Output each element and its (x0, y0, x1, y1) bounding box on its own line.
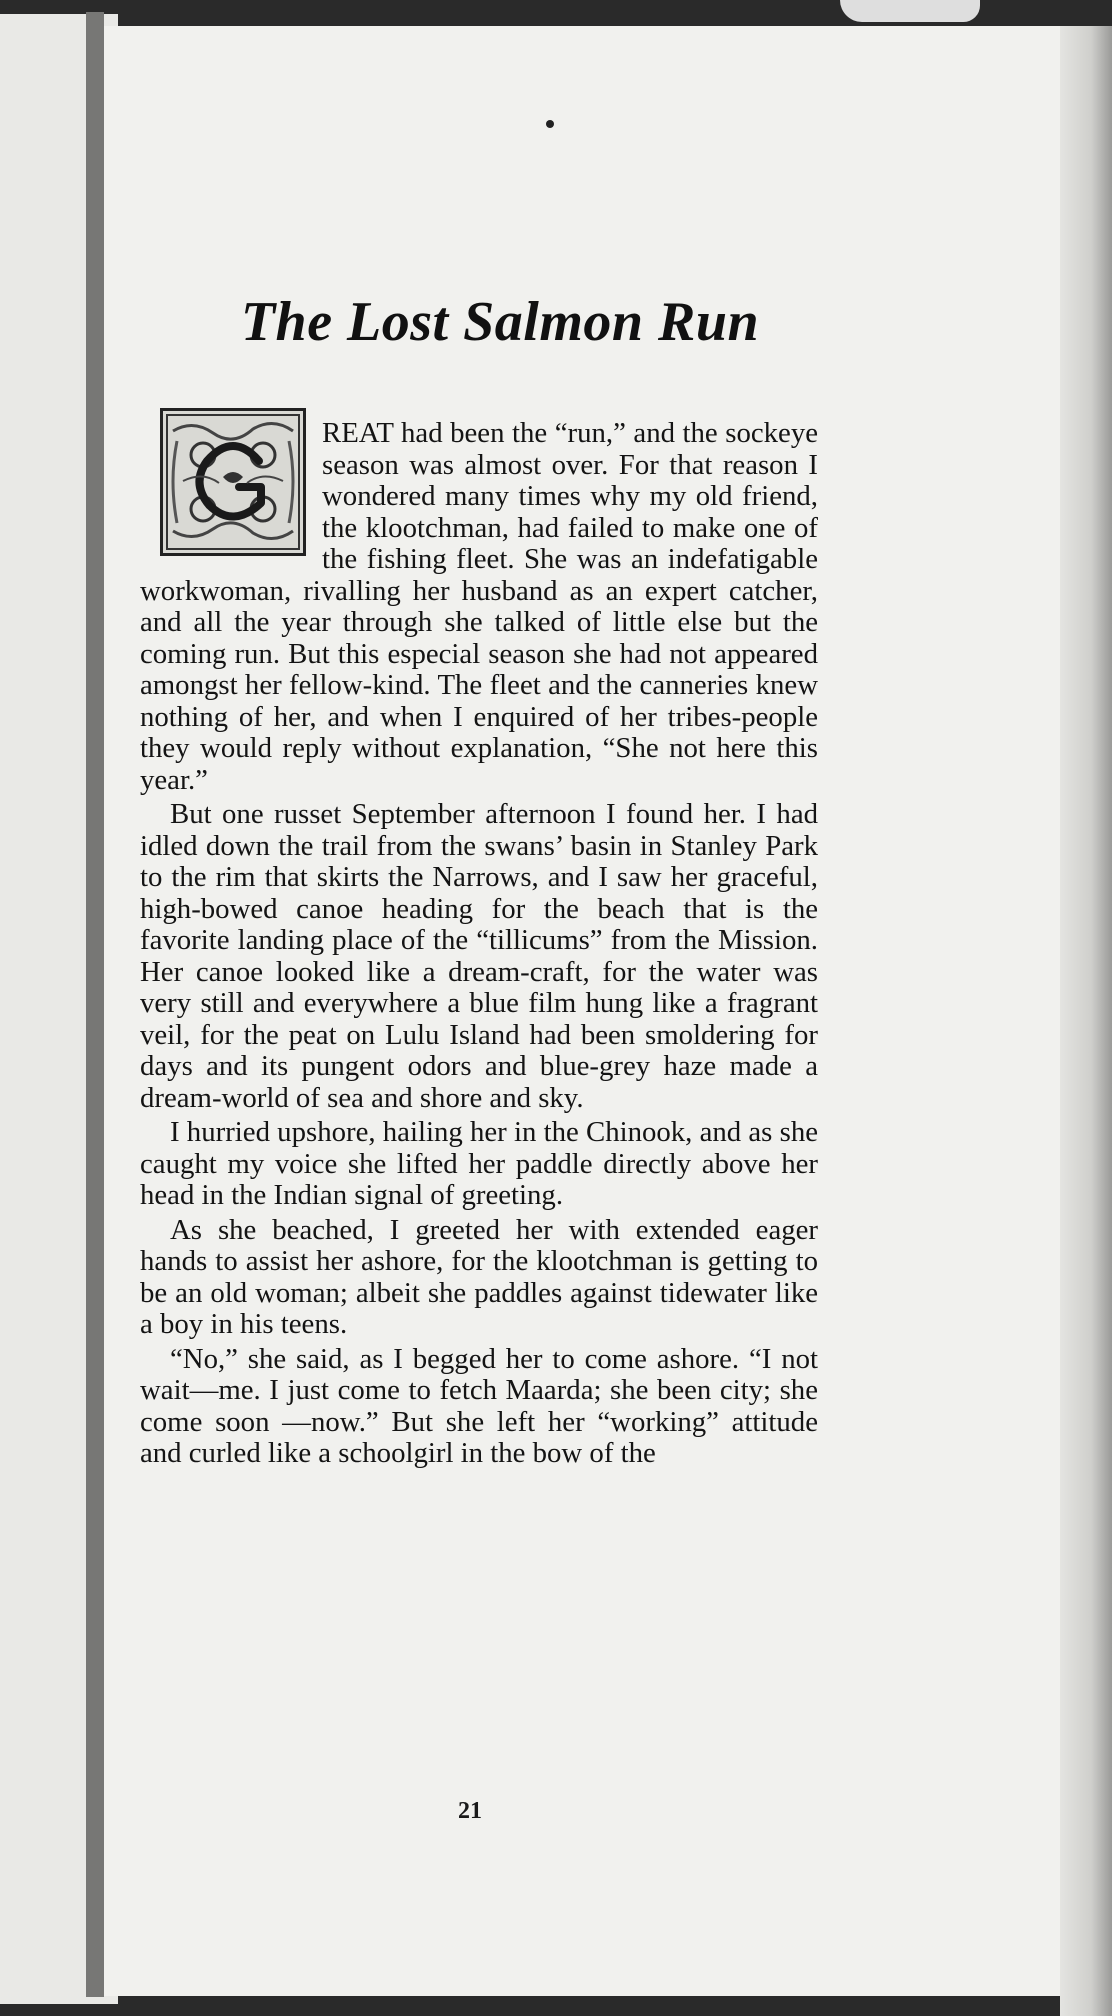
body-text (140, 418, 818, 1470)
page-stack-edge (1060, 26, 1112, 2016)
paragraph: But one russet September afternoon I found her. I had idled down the trail from the swans’ basin in Stanley Park to the rim that skirts the Narrows, and I saw her graceful, high-bowed canoe heading for the beach that is the favorite landing place of the “tillicums” from the Mission. Her canoe looked like a dream-craft, for the water was very still and everywhere a blue film hung like a fragrant veil, for the peat on Lulu Island had been smoldering for days and its pungent odors and blue-grey haze made a dream-world of sea and shore and sky. (140, 798, 818, 1114)
initial-space (140, 418, 322, 574)
ornament-dot (546, 120, 554, 128)
paper-scrap (840, 0, 980, 22)
paragraph (140, 418, 818, 796)
paragraph: I hurried upshore, hailing her in the Chinook, and as she caught my voice she lifted her paddle directly above her head in the Indian signal of greeting. (140, 1116, 818, 1211)
paragraph-text: REAT had been the “run,” and the sockeye season was almost over. For that reason I wondered many times why my old friend, the klootchman, had failed to make one of the fishing fleet. She was an indefatigable workwoman, rivalling her husband as an expert catcher, and all the year through she talked of little else but the coming run. But this especial season she had not appeared amongst her fellow-kind. The fleet and the canneries knew nothing of her, and when I enquired of her tribes-people they would reply without explanation, “She not here this year.” (140, 417, 818, 796)
paragraph: “No,” she said, as I begged her to come ashore. “I not wait—me. I just come to fetch Maarda; she been city; she come soon —now.” But she left her “working” attitude and curled like a schoolgirl in the bow of the (140, 1342, 818, 1469)
chapter-title: The Lost Salmon Run (240, 291, 760, 353)
page-number: 21 (458, 1798, 482, 1824)
paragraph: As she beached, I greeted her with extended eager hands to assist her ashore, for the klootchman is getting to be an old woman; albeit she paddles against tidewater like a boy in his teens. (140, 1213, 818, 1340)
